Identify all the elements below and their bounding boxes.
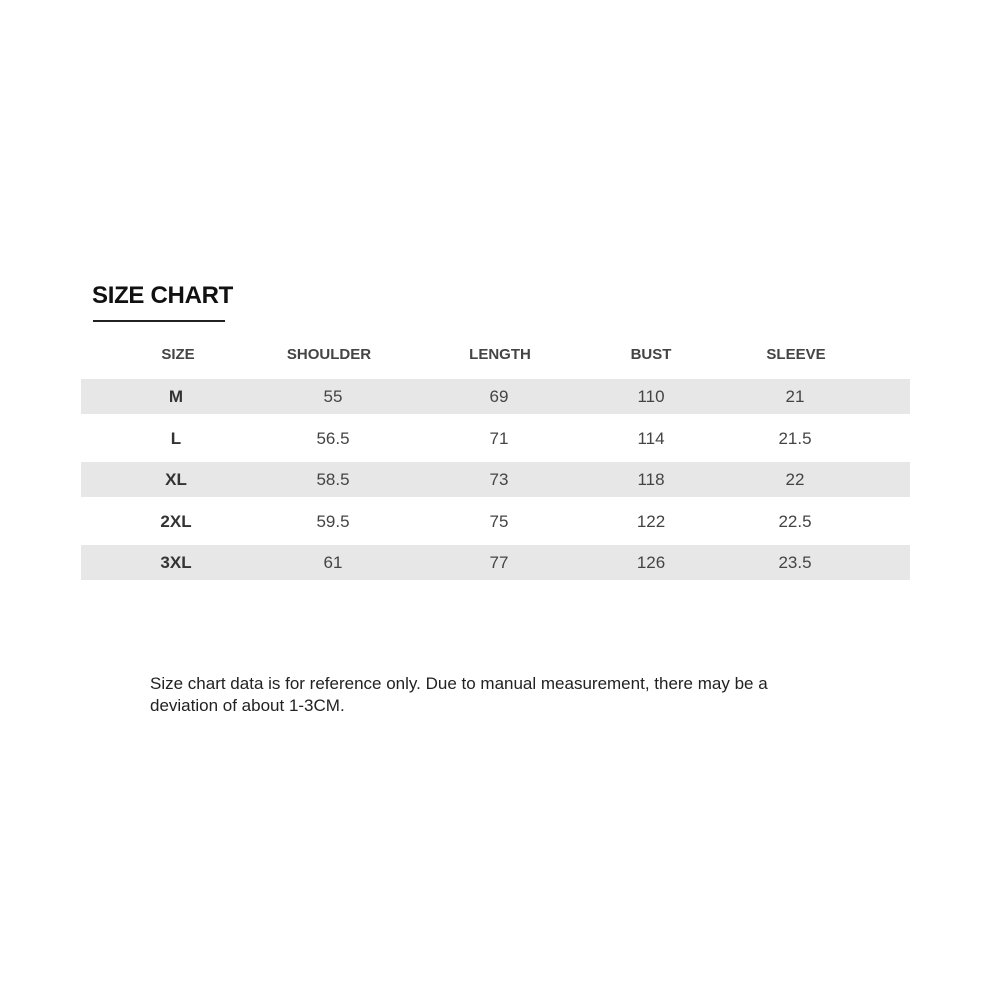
cell-size: 2XL	[160, 511, 192, 531]
cell-shoulder: 59.5	[316, 511, 350, 531]
cell-length: 71	[489, 428, 509, 448]
table-row	[81, 504, 910, 539]
cell-length: 69	[489, 387, 509, 406]
table-row	[81, 379, 910, 414]
header-bust: BUST	[630, 346, 672, 363]
header-shoulder: SHOULDER	[286, 346, 372, 363]
cell-sleeve: 21	[785, 387, 805, 406]
cell-shoulder: 61	[323, 553, 343, 572]
cell-length: 75	[489, 511, 509, 531]
cell-length: 77	[489, 553, 509, 572]
cell-shoulder: 55	[323, 387, 343, 406]
cell-shoulder: 56.5	[316, 428, 350, 448]
table-header	[81, 338, 910, 372]
header-length: LENGTH	[469, 346, 531, 363]
table-row	[81, 421, 910, 456]
header-size: SIZE	[161, 346, 195, 363]
size-chart-title: SIZE CHART	[92, 282, 234, 309]
title-underline	[93, 320, 225, 322]
cell-bust: 110	[637, 387, 665, 406]
cell-bust: 118	[637, 470, 665, 489]
cell-bust: 122	[636, 511, 666, 531]
cell-sleeve: 21.5	[778, 428, 812, 448]
cell-sleeve: 23.5	[778, 553, 812, 572]
cell-bust: 114	[637, 428, 665, 448]
cell-length: 73	[489, 470, 509, 489]
cell-size: XL	[165, 470, 187, 489]
header-sleeve: SLEEVE	[766, 346, 826, 363]
cell-sleeve: 22.5	[778, 511, 812, 531]
size-table	[81, 338, 910, 587]
cell-size: 3XL	[160, 553, 192, 572]
table-row	[81, 545, 910, 580]
cell-size: M	[168, 387, 184, 406]
table-row	[81, 462, 910, 497]
cell-sleeve: 22	[785, 470, 805, 489]
disclaimer-note: Size chart data is for reference only. Due to manual measurement, there may be a deviation of about 1-3CM.	[150, 674, 768, 715]
cell-shoulder: 58.5	[316, 470, 350, 489]
cell-bust: 126	[636, 553, 666, 572]
cell-size: L	[170, 428, 182, 448]
